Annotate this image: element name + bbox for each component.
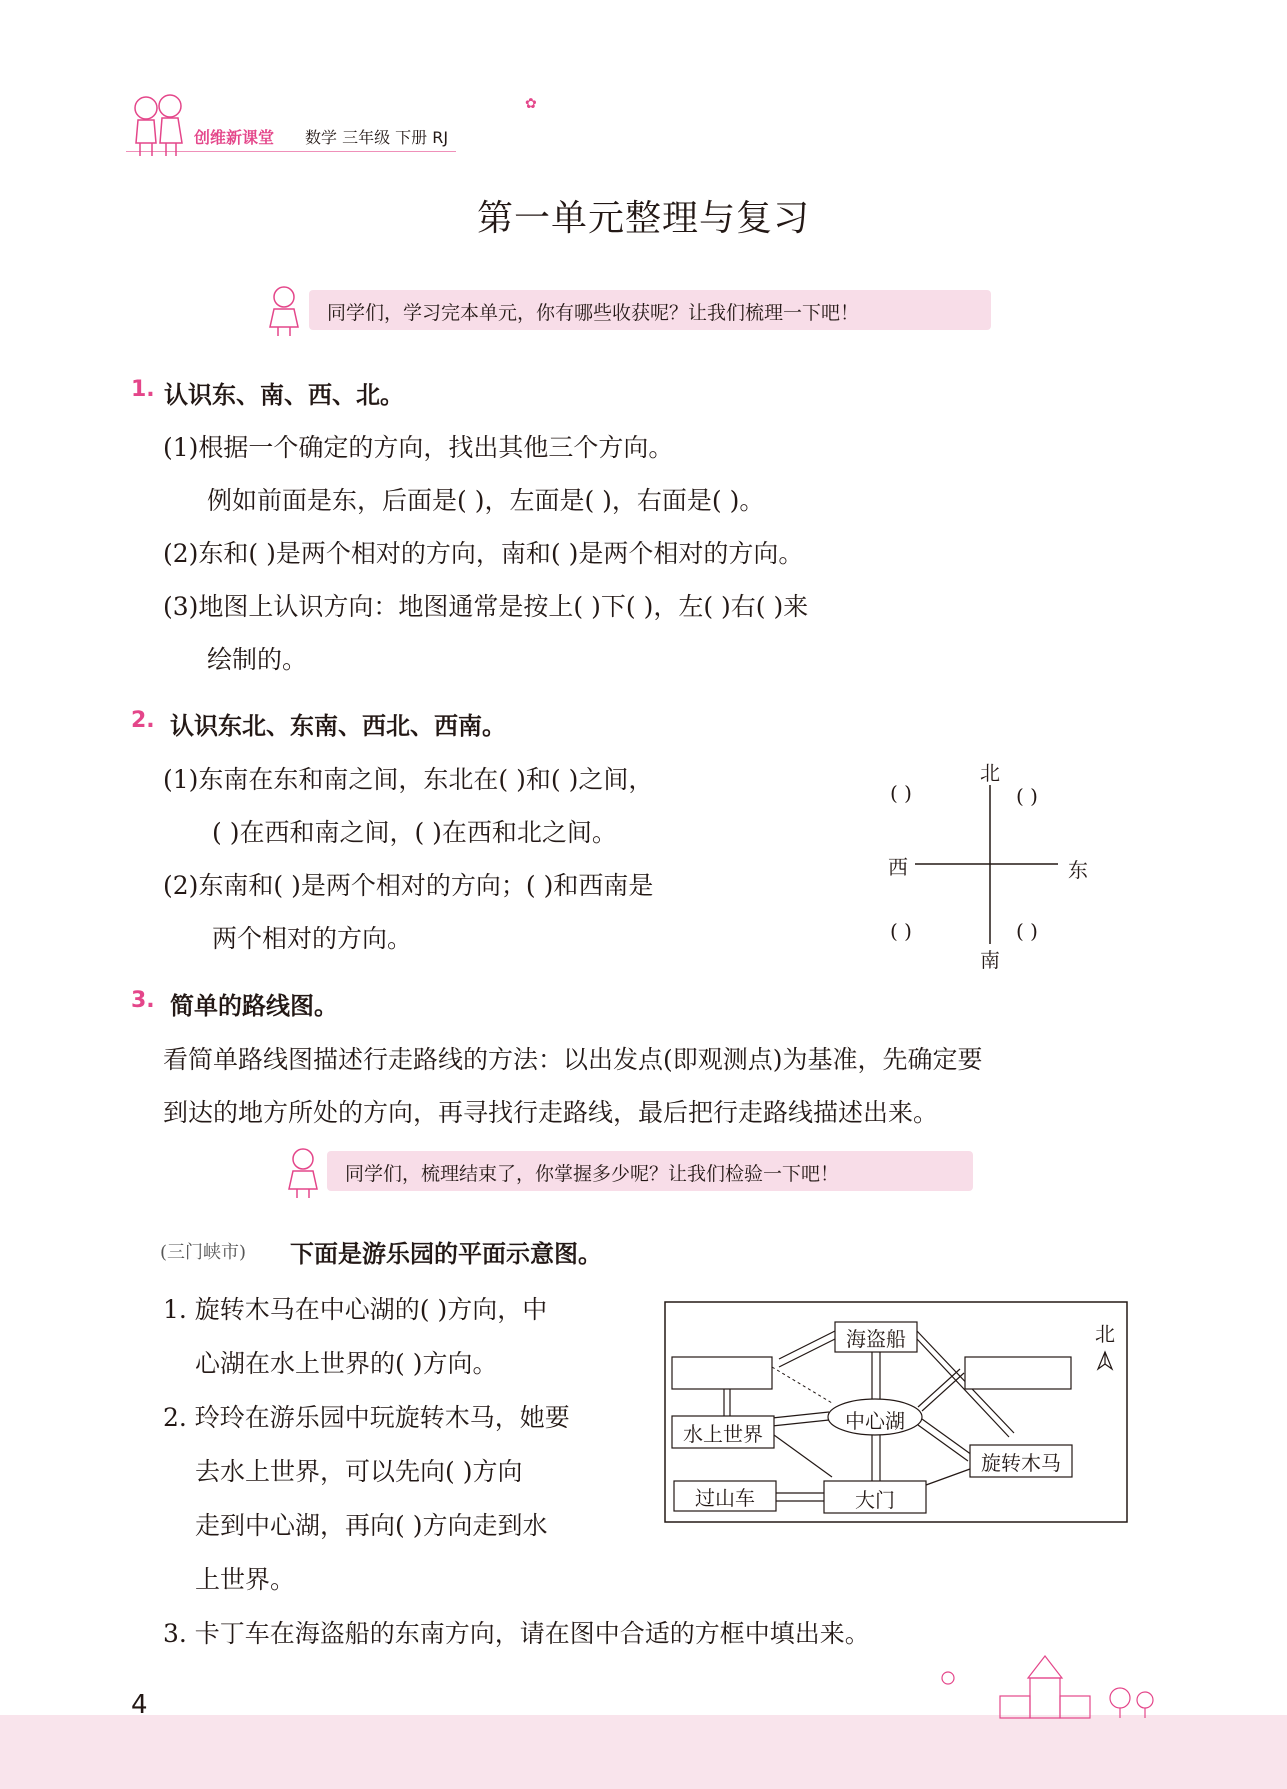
girl-icon [283,1145,325,1199]
castle-decoration-icon [930,1648,1170,1720]
section-1-number: 1. [131,377,155,402]
header-brand: 创维新课堂 [194,128,275,147]
page-title: 第一单元整理与复习 [476,198,810,239]
exercise-q2-line-2: 去水上世界，可以先向( )方向 [195,1457,523,1486]
section-2-line-4: 两个相对的方向。 [212,924,413,953]
section-2-heading: 认识东北、东南、西北、西南。 [170,712,506,740]
section-3-number: 3. [131,988,155,1013]
southwest-blank: ( ) [890,919,912,943]
exercise-q1-line-1: 1. 旋转木马在中心湖的( )方向，中 [163,1295,548,1324]
section-1-heading: 认识东、南、西、北。 [164,381,404,409]
header-underline [126,151,456,152]
section-2-line-2: ( )在西和南之间，( )在西和北之间。 [212,818,617,847]
exercise-q2-line-3: 走到中心湖，再向( )方向走到水 [195,1511,548,1540]
section-1-line-3: (2)东和( )是两个相对的方向，南和( )是两个相对的方向。 [163,539,804,568]
exercise-source: (三门峡市) [160,1242,247,1263]
footer-band [0,1715,1287,1789]
exercise-intro: 下面是游乐园的平面示意图。 [290,1240,602,1268]
center-lake-label: 中心湖 [845,1409,905,1433]
page-number: 4 [131,1690,148,1720]
section-2-number: 2. [131,708,155,733]
exercise-q2-line-1: 2. 玲玲在游乐园中玩旋转木马，她要 [163,1403,570,1432]
section-2-line-1: (1)东南在东和南之间，东北在( )和( )之间， [163,765,654,794]
pirate-ship-label: 海盗船 [846,1327,906,1351]
exercise-q3-line: 3. 卡丁车在海盗船的东南方向，请在图中合适的方框中填出来。 [163,1619,870,1648]
check-intro-banner: 同学们，梳理结束了，你掌握多少呢？让我们检验一下吧！ [327,1151,973,1191]
section-3-line-2: 到达的地方所处的方向，再寻找行走路线，最后把行走路线描述出来。 [163,1098,939,1127]
review-intro-banner: 同学们，学习完本单元，你有哪些收获呢？让我们梳理一下吧！ [309,290,991,330]
amusement-park-map [664,1301,1128,1523]
carousel-label: 旋转木马 [981,1451,1061,1475]
sparkle-icon: ✿ [525,96,537,112]
direction-cross-diagram [880,757,1090,972]
gate-label: 大门 [855,1488,895,1512]
water-world-label: 水上世界 [683,1422,763,1446]
roller-coaster-label: 过山车 [695,1486,755,1510]
south-label: 南 [980,948,1000,972]
north-label: 北 [980,761,1000,785]
girl-icon [264,283,306,337]
section-1-line-1: (1)根据一个确定的方向，找出其他三个方向。 [163,433,674,462]
map-north-label: 北 [1095,1322,1115,1346]
east-label: 东 [1068,858,1088,882]
southeast-blank: ( ) [1016,919,1038,943]
northwest-blank: ( ) [890,781,912,805]
section-1-line-5: 绘制的。 [207,645,308,674]
section-3-line-1: 看简单路线图描述行走路线的方法：以出发点(即观测点)为基准，先确定要 [163,1045,983,1074]
header-book-info: 数学 三年级 下册 RJ [305,128,449,147]
northeast-blank: ( ) [1016,784,1038,808]
exercise-q1-line-2: 心湖在水上世界的( )方向。 [195,1349,498,1378]
section-2-line-3: (2)东南和( )是两个相对的方向；( )和西南是 [163,871,654,900]
exercise-q2-line-4: 上世界。 [195,1565,296,1594]
header-kids-illustration [126,88,192,158]
section-1-line-2: 例如前面是东，后面是( )，左面是( )，右面是( )。 [207,486,765,515]
section-1-line-4: (3)地图上认识方向：地图通常是按上( )下( )，左( )右( )来 [163,592,809,621]
section-3-heading: 简单的路线图。 [170,992,338,1020]
west-label: 西 [888,855,908,879]
